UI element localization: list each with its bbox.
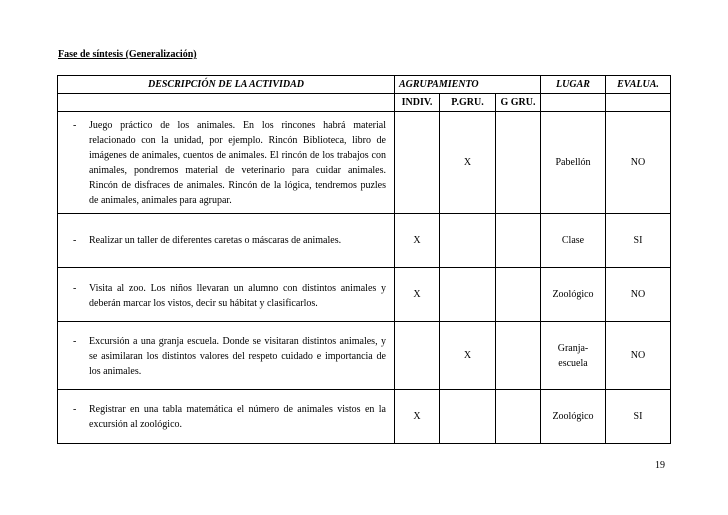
header-agrupamiento: AGRUPAMIENTO: [395, 76, 541, 94]
cell-evalua: SI: [606, 214, 671, 268]
table-row: [58, 214, 671, 268]
cell-evalua: NO: [606, 112, 671, 214]
page-number: 19: [655, 460, 665, 471]
description-text: Excursión a una granja escuela. Donde se visitaran distintos animales, y se asimilaran los distintos valores del respeto cuidado e importancia de los animales.: [89, 336, 386, 377]
bullet: -: [73, 404, 77, 415]
activity-description: [58, 268, 395, 322]
activity-description: [58, 112, 395, 214]
subheader-row: [58, 94, 671, 112]
bullet: -: [73, 283, 77, 294]
section-title: Fase de síntesis (Generalización): [58, 49, 197, 60]
cell-indiv: X: [395, 268, 440, 322]
bullet: -: [73, 336, 77, 347]
header-description: DESCRIPCIÓN DE LA ACTIVIDAD: [58, 76, 395, 94]
description-text: Registrar en una tabla matemática el número de animales vistos en la excursión al zoológico.: [89, 404, 386, 430]
table-row: [58, 112, 671, 214]
cell-lugar: Zoológico: [541, 268, 606, 322]
table-row: [58, 390, 671, 444]
cell-ggru: [496, 322, 541, 390]
cell-pgru: [440, 268, 496, 322]
header-lugar: LUGAR: [541, 76, 606, 94]
header-row: [58, 76, 671, 94]
cell-indiv: [395, 322, 440, 390]
description-text: Juego práctico de los animales. En los rincones habrá material relacionado con la unidad, por ejemplo. Rincón Biblioteca, libro de imágenes de animales, cuentos de animales. El rincón de los trabajos con animales, pondremos material de veterinario para cuidar animales. Rincón de disfraces de animales. Rincón de la lógica, tendremos puzles de animales, animales para agrupar.: [89, 120, 386, 206]
cell-ggru: [496, 268, 541, 322]
subheader-pgru: P.GRU.: [440, 94, 496, 112]
cell-evalua: NO: [606, 322, 671, 390]
bullet: -: [73, 120, 77, 131]
cell-ggru: [496, 390, 541, 444]
cell-pgru: X: [440, 322, 496, 390]
cell-ggru: [496, 112, 541, 214]
activity-description: [58, 390, 395, 444]
cell-indiv: X: [395, 214, 440, 268]
table-row: [58, 268, 671, 322]
header-evalua: EVALUA.: [606, 76, 671, 94]
description-text: Realizar un taller de diferentes caretas o máscaras de animales.: [89, 235, 342, 246]
subheader-blank: [606, 94, 671, 112]
cell-pgru: X: [440, 112, 496, 214]
activity-description: [58, 214, 395, 268]
cell-ggru: [496, 214, 541, 268]
cell-pgru: [440, 390, 496, 444]
cell-lugar: Pabellón: [541, 112, 606, 214]
cell-indiv: X: [395, 390, 440, 444]
cell-lugar: Zoológico: [541, 390, 606, 444]
activity-description: [58, 322, 395, 390]
subheader-ggru: G GRU.: [496, 94, 541, 112]
cell-lugar: Granja-escuela: [541, 322, 606, 390]
cell-evalua: NO: [606, 268, 671, 322]
cell-lugar: Clase: [541, 214, 606, 268]
table-row: [58, 322, 671, 390]
cell-evalua: SI: [606, 390, 671, 444]
activities-table: [57, 75, 671, 444]
cell-pgru: [440, 214, 496, 268]
subheader-blank: [541, 94, 606, 112]
subheader-blank: [58, 94, 395, 112]
bullet: -: [73, 235, 77, 246]
description-text: Visita al zoo. Los niños llevaran un alumno con distintos animales y deberán marcar los vistos, decir su hábitat y clasificarlos.: [89, 283, 386, 309]
subheader-indiv: INDIV.: [395, 94, 440, 112]
cell-indiv: [395, 112, 440, 214]
